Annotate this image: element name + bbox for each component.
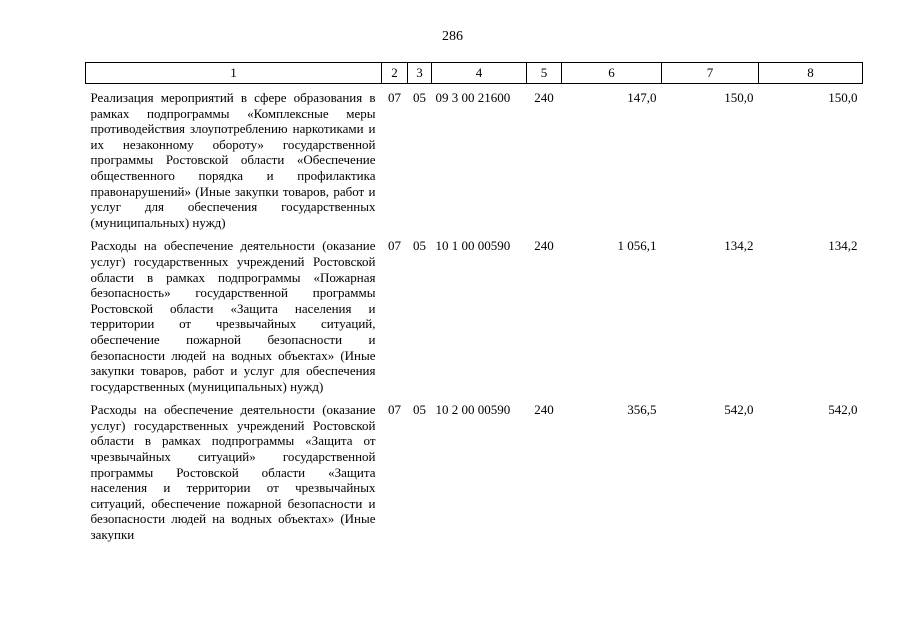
amount-column-7: 134,2 [724,238,754,254]
budget-table [85,62,863,543]
table-row [86,230,863,394]
amount-column-6: 147,0 [627,90,657,105]
column-header: 7 [662,63,759,84]
amount-column-7: 542,0 [724,402,754,418]
amount-column-8: 134,2 [828,238,858,254]
row-description: Реализация мероприятий в сфере образования в рамках подпрограммы «Комплексные меры противодействия злоупотреблению наркотиками и их незаконному обороту» государственной программы Ростовской области «Обеспечение общественного порядка и профилактика правонарушений» (Иные закупки товаров, работ и услуг для обеспечения государственных (муниципальных) нужд) [90,90,376,230]
column-header: 4 [432,63,527,84]
target-article-code: 10 2 00 00590 [435,402,511,418]
column-header: 6 [562,63,662,84]
target-article-code: 10 1 00 00590 [435,238,511,254]
column-header: 1 [86,63,382,84]
amount-column-7: 150,0 [724,90,754,105]
column-header: 5 [527,63,562,84]
expense-type-code: 240 [534,90,554,105]
section-code: 07 [388,238,401,254]
subsection-code: 05 [413,402,426,418]
subsection-code: 05 [413,90,426,105]
amount-column-8: 150,0 [828,90,858,105]
section-code: 07 [388,402,401,418]
subsection-code: 05 [413,238,426,254]
section-code: 07 [388,90,401,105]
table-header-row [86,63,863,84]
expense-type-code: 240 [534,238,554,254]
row-description: Расходы на обеспечение деятельности (оказание услуг) государственных учреждений Ростовской области в рамках подпрограммы «Защита от чрезвычайных ситуаций» государственной программы Ростовской области «Защита населения и территории от чрезвычайных ситуаций, обеспечение пожарной безопасности и безопасности людей на водных объектах» (Иные закупки [90,402,376,543]
page-number: 286 [442,29,463,44]
row-description: Расходы на обеспечение деятельности (оказание услуг) государственных учреждений Ростовской области в рамках подпрограммы «Пожарная безопасность» государственной программы Ростовской области «Защита населения и территории от чрезвычайных ситуаций, обеспечение пожарной безопасности и безопасности людей на водных объектах» (Иные закупки товаров, работ и услуг для обеспечения государственных (муниципальных) нужд) [90,238,376,394]
amount-column-6: 356,5 [627,402,657,418]
amount-column-6: 1 056,1 [617,238,657,254]
amount-column-8: 542,0 [828,402,858,418]
column-header: 8 [759,63,863,84]
column-header: 2 [382,63,408,84]
target-article-code: 09 3 00 21600 [435,90,511,105]
table-row [86,394,863,542]
column-header: 3 [408,63,432,84]
expense-type-code: 240 [534,402,554,418]
table-row [86,84,863,231]
